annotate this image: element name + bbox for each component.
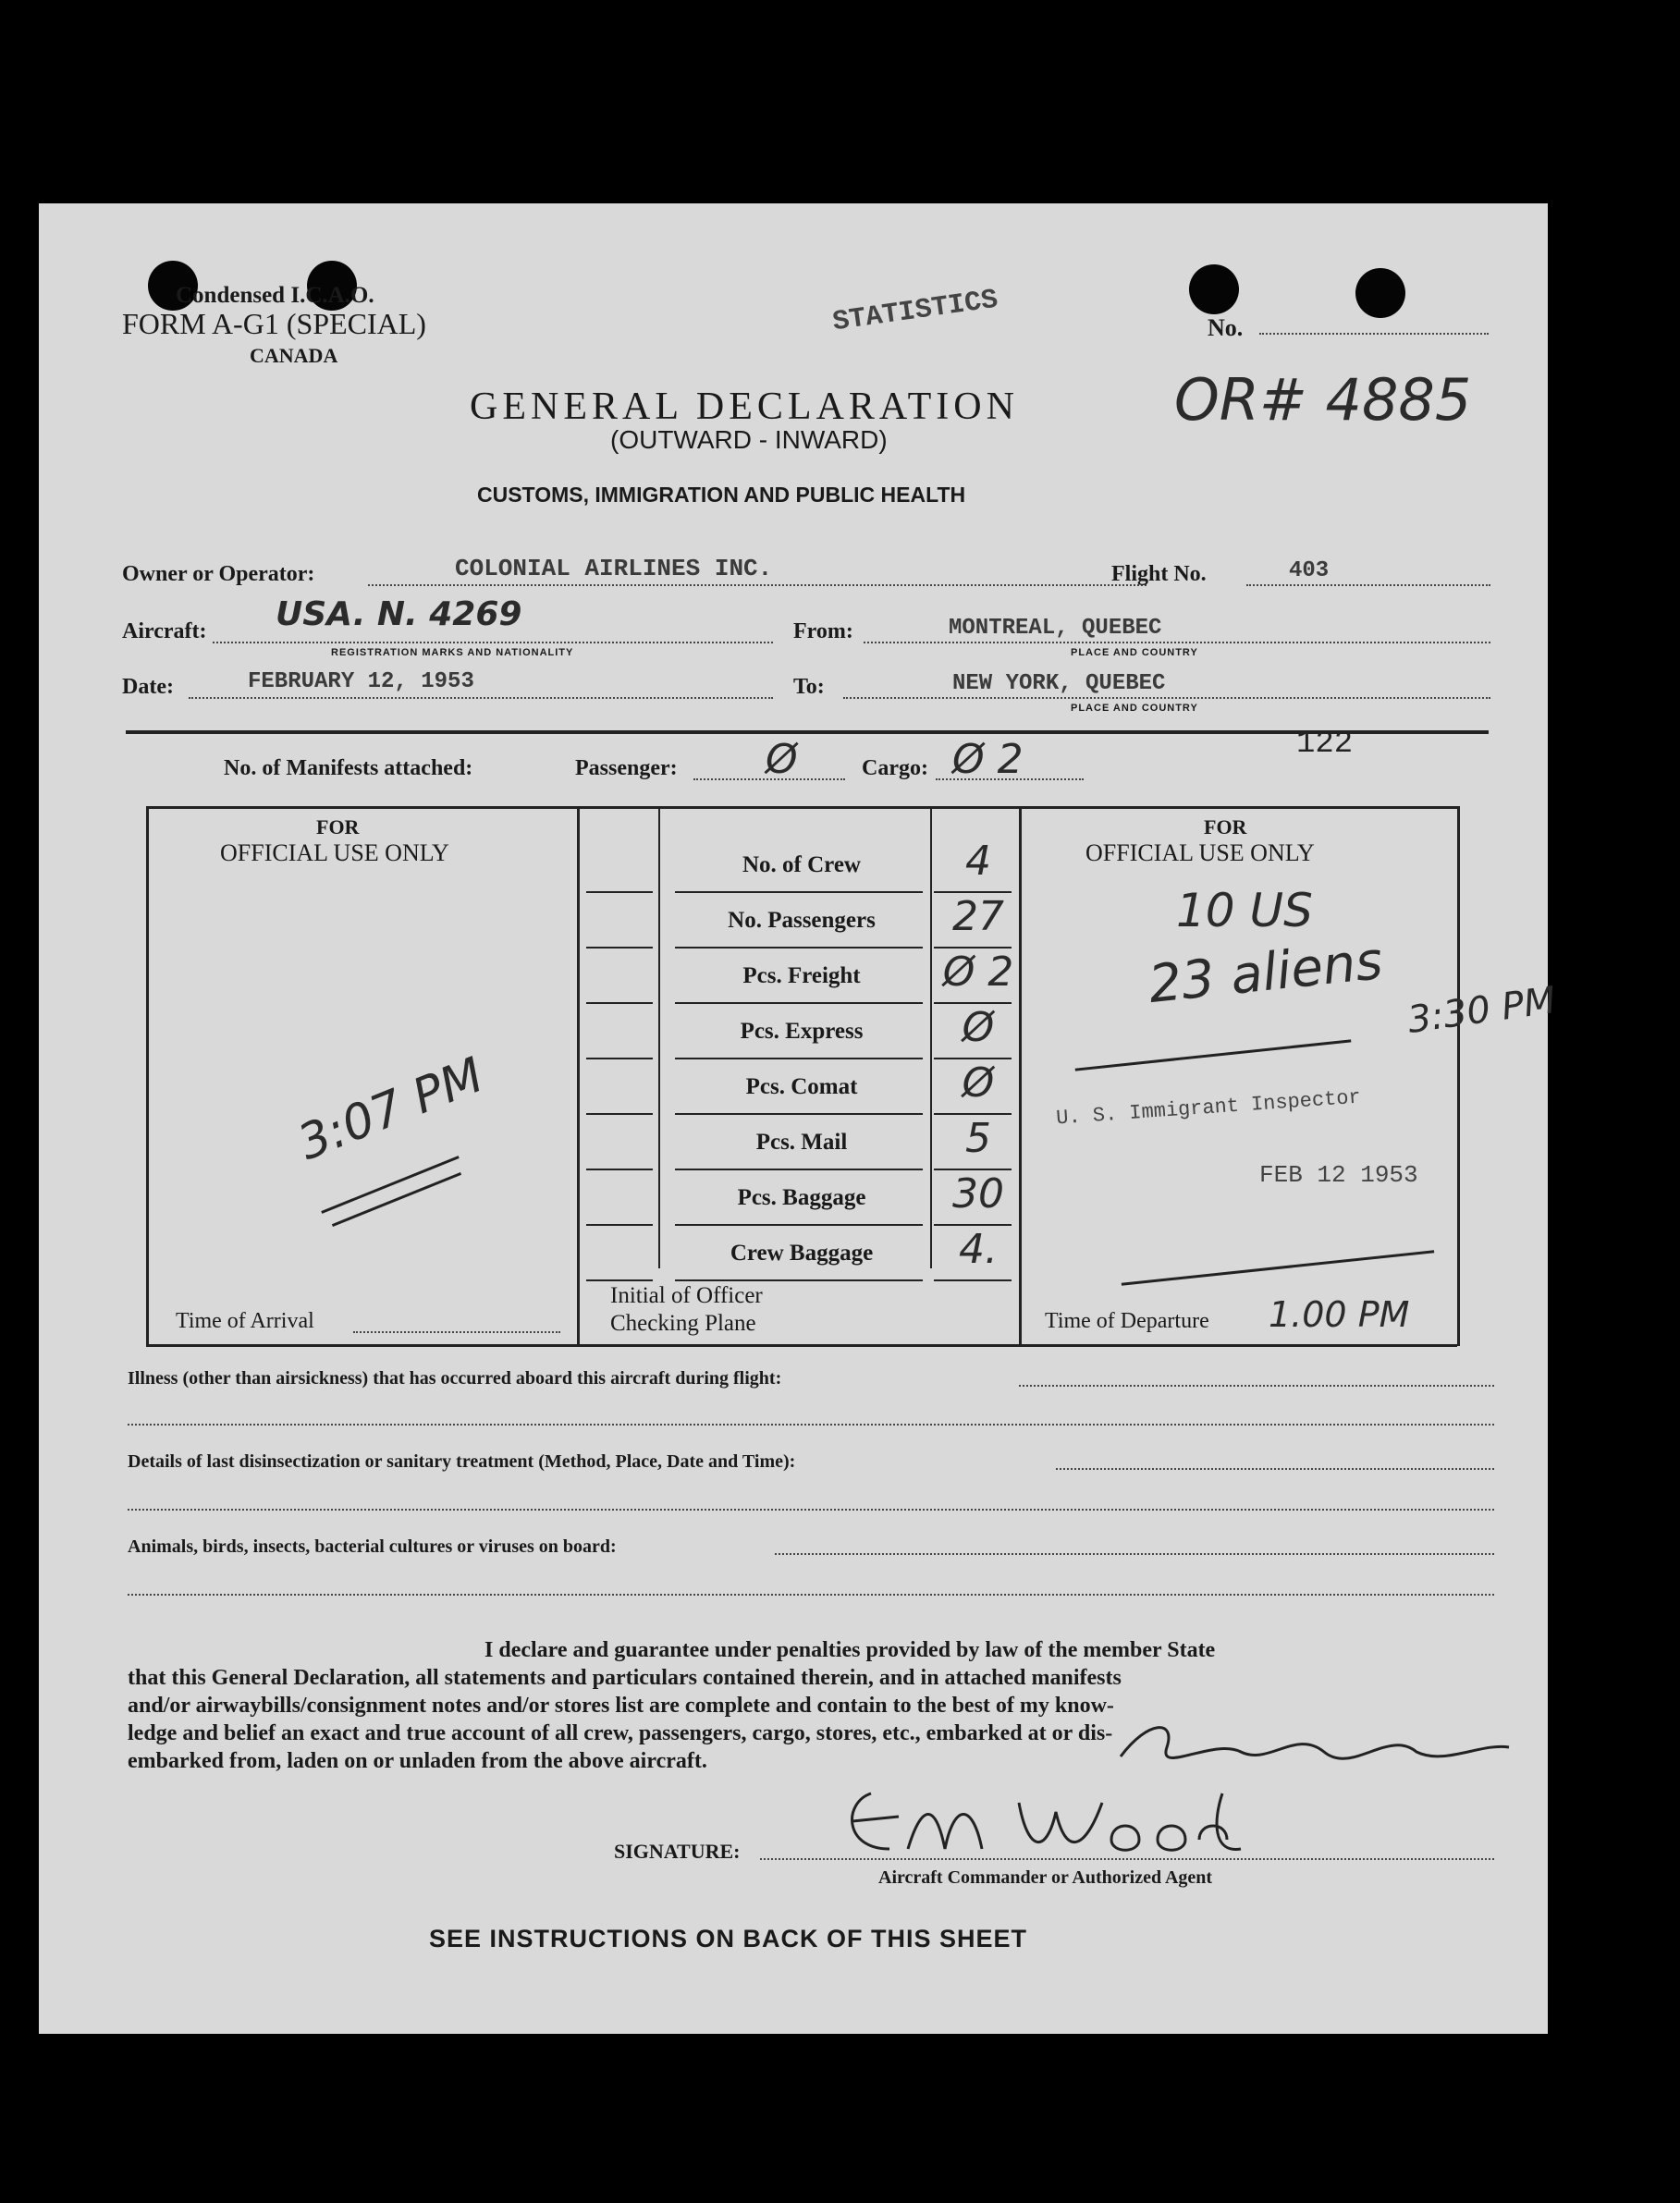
statement-line: and/or airwaybills/consignment notes and/or stores list are complete and contain to the best of my know- (128, 1694, 1114, 1718)
table-divider (1019, 806, 1022, 1346)
row-rule (586, 947, 653, 949)
row-rule (675, 947, 923, 949)
form-country: CANADA (250, 344, 338, 367)
official-note-time: 3:30 PM (1404, 979, 1559, 1042)
divider (126, 730, 1489, 734)
row-rule (675, 1058, 923, 1059)
from-label: From: (793, 619, 853, 643)
row-value: Ø (962, 1004, 995, 1051)
page-title: GENERAL DECLARATION (470, 386, 1019, 428)
table-top (146, 806, 1457, 809)
from-line (864, 642, 1490, 643)
value-column (930, 806, 932, 1268)
owner-line (368, 584, 1147, 586)
date-label: Date: (122, 675, 174, 699)
table-left (146, 806, 149, 1346)
inspector-scribble (1075, 1039, 1352, 1071)
statement-line: that this General Declaration, all statements and particulars contained therein, and in attached manifests (128, 1666, 1122, 1690)
illness-line-2 (128, 1424, 1494, 1426)
row-value: Ø 2 (942, 949, 1014, 996)
count-note: 122 (1296, 727, 1354, 762)
row-label: Pcs. Baggage (737, 1185, 866, 1210)
form-sheet (39, 203, 1559, 2034)
official-left-label: OFFICIAL USE ONLY (220, 839, 449, 866)
row-rule (675, 1279, 923, 1281)
row-value: Ø (962, 1059, 995, 1107)
row-value: 30 (952, 1170, 1004, 1218)
official-note-aliens: 23 aliens (1146, 930, 1386, 1016)
official-note-us: 10 US (1176, 884, 1313, 937)
illness-label: Illness (other than airsickness) that has occurred aboard this aircraft during flight: (128, 1368, 782, 1389)
row-rule (675, 891, 923, 893)
time-arrival-label: Time of Arrival (176, 1309, 314, 1333)
row-label: Pcs. Express (740, 1019, 864, 1044)
owner-value: COLONIAL AIRLINES INC. (455, 555, 773, 582)
initial-label-1: Initial of Officer (610, 1283, 763, 1308)
to-caption: PLACE AND COUNTRY (1071, 703, 1198, 714)
row-rule (586, 1058, 653, 1059)
passenger-label: Passenger: (575, 756, 678, 780)
official-left-for: FOR (316, 815, 360, 838)
flight-label: Flight No. (1111, 562, 1207, 586)
inspector-signature (1122, 1250, 1434, 1286)
table-right (1457, 806, 1460, 1346)
cargo-label: Cargo: (862, 756, 928, 780)
aircraft-line (213, 642, 773, 643)
row-label: No. of Crew (742, 852, 861, 877)
statement-line: I declare and guarantee under penalties provided by law of the member State (484, 1638, 1216, 1662)
table-divider (577, 806, 580, 1346)
no-label: No. (1208, 314, 1244, 341)
row-label: Pcs. Freight (742, 963, 861, 988)
underline-mark (321, 1156, 459, 1214)
official-right-label: OFFICIAL USE ONLY (1085, 839, 1315, 866)
disinsect-line (1056, 1468, 1494, 1470)
flight-value: 403 (1289, 558, 1330, 583)
time-departure-value: 1.00 PM (1269, 1294, 1410, 1335)
form-code: FORM A-G1 (SPECIAL) (122, 307, 426, 340)
row-rule (586, 1002, 653, 1004)
no-line (1259, 333, 1489, 335)
disinsect-label: Details of last disinsectization or sanitary treatment (Method, Place, Date and Time): (128, 1451, 796, 1472)
row-rule (586, 1279, 653, 1281)
punch-hole (1189, 264, 1239, 314)
arrival-time-handwritten: 3:07 PM (290, 1046, 492, 1172)
row-label: Crew Baggage (730, 1241, 874, 1266)
from-caption: PLACE AND COUNTRY (1071, 647, 1198, 658)
signature-line (760, 1858, 1494, 1860)
date-line (189, 697, 773, 699)
row-rule (586, 1169, 653, 1170)
page-subtitle: (OUTWARD - INWARD) (610, 425, 888, 454)
animals-line (775, 1553, 1494, 1555)
statement-line: ledge and belief an exact and true account of all crew, passengers, cargo, stores, etc., embarked at or dis- (128, 1721, 1113, 1745)
to-value: NEW YORK, QUEBEC (952, 671, 1166, 696)
check-column (658, 806, 660, 1268)
row-label: Pcs. Comat (745, 1074, 858, 1099)
date-value: FEBRUARY 12, 1953 (248, 669, 474, 694)
row-label: No. Passengers (728, 908, 876, 933)
signature-label: SIGNATURE: (614, 1840, 741, 1863)
commander-signature (834, 1766, 1278, 1867)
table-bottom (146, 1344, 1457, 1347)
time-arrival-line (353, 1331, 560, 1333)
condensed-icao: Condensed I.C.A.O. (176, 283, 374, 308)
cargo-manifest-value: Ø 2 (952, 736, 1024, 783)
statement-line: embarked from, laden on or unladen from the above aircraft. (128, 1749, 707, 1773)
from-value: MONTREAL, QUEBEC (949, 616, 1162, 641)
row-rule (675, 1002, 923, 1004)
immigrant-stamp: U. S. Immigrant Inspector (1055, 1085, 1362, 1131)
aircraft-label: Aircraft: (122, 619, 207, 643)
subheading: CUSTOMS, IMMIGRATION AND PUBLIC HEALTH (477, 483, 966, 507)
row-rule (675, 1224, 923, 1226)
row-value: 5 (965, 1115, 991, 1162)
row-value: 4 (965, 838, 991, 885)
punch-hole (1355, 268, 1405, 318)
official-right-for: FOR (1204, 815, 1247, 838)
row-rule (675, 1169, 923, 1170)
row-rule (934, 1279, 1012, 1281)
aircraft-value: USA. N. 4269 (276, 595, 522, 633)
flight-line (1246, 584, 1490, 586)
to-label: To: (793, 675, 825, 699)
initial-label-2: Checking Plane (610, 1311, 756, 1336)
disinsect-line-2 (128, 1509, 1494, 1511)
aircraft-caption: REGISTRATION MARKS AND NATIONALITY (331, 647, 574, 658)
row-rule (586, 1224, 653, 1226)
signer-caption: Aircraft Commander or Authorized Agent (878, 1867, 1213, 1888)
row-rule (586, 1113, 653, 1115)
stamp-date: FEB 12 1953 (1259, 1161, 1418, 1189)
time-departure-label: Time of Departure (1045, 1309, 1209, 1333)
row-label: Pcs. Mail (755, 1130, 848, 1155)
row-rule (675, 1113, 923, 1115)
animals-line-2 (128, 1594, 1494, 1596)
to-line (843, 697, 1490, 699)
row-value: 4. (959, 1226, 998, 1273)
footer-instructions: SEE INSTRUCTIONS ON BACK OF THIS SHEET (429, 1925, 1028, 1952)
statistics-stamp: STATISTICS (830, 284, 1000, 339)
owner-label: Owner or Operator: (122, 562, 315, 586)
manifests-label: No. of Manifests attached: (224, 756, 473, 780)
animals-label: Animals, birds, insects, bacterial cultures or viruses on board: (128, 1536, 617, 1557)
row-rule (586, 891, 653, 893)
row-value: 27 (952, 893, 1004, 940)
passenger-manifest-value: Ø (766, 736, 798, 783)
reference-number: OR# 4885 (1174, 366, 1472, 434)
illness-line (1019, 1385, 1494, 1387)
